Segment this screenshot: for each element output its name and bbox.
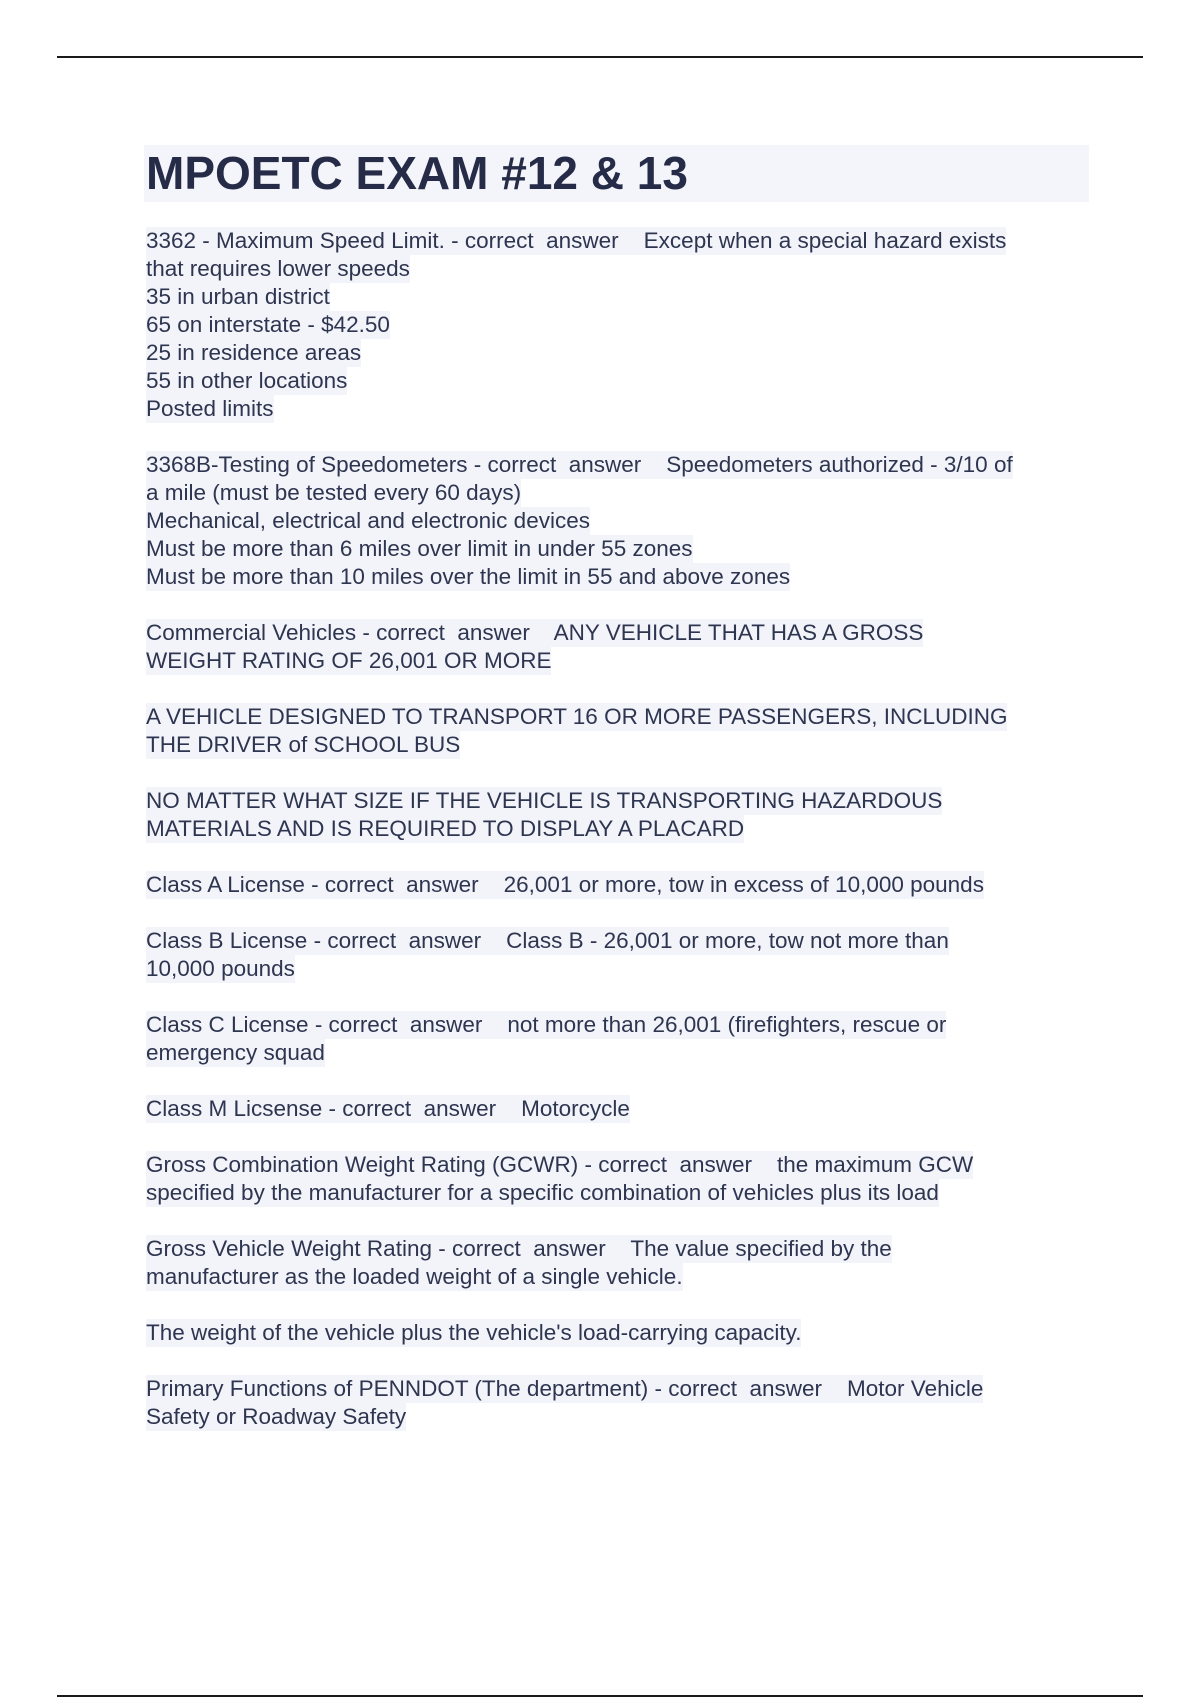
entry-line: manufacturer as the loaded weight of a single vehicle.	[146, 1264, 683, 1289]
entry-line: Class B License - correct answer Class B - 26,001 or more, tow not more than	[146, 928, 949, 953]
entry-line: Primary Functions of PENNDOT (The department) - correct answer Motor Vehicle	[146, 1376, 984, 1401]
entry-line: 3362 - Maximum Speed Limit. - correct answer Except when a special hazard exists	[146, 228, 1007, 253]
entry-gcwr	[146, 1151, 1096, 1207]
entry-line: 55 in other locations	[146, 368, 348, 393]
entry-line: A VEHICLE DESIGNED TO TRANSPORT 16 OR MORE PASSENGERS, INCLUDING	[146, 704, 1008, 729]
entry-line: Gross Combination Weight Rating (GCWR) - correct answer the maximum GCW	[146, 1152, 974, 1177]
bottom-rule	[57, 1695, 1143, 1697]
entry-line: a mile (must be tested every 60 days)	[146, 480, 522, 505]
entry-line: that requires lower speeds	[146, 256, 410, 281]
entry-line: Class C License - correct answer not more than 26,001 (firefighters, rescue or	[146, 1012, 947, 1037]
entry-line: emergency squad	[146, 1040, 325, 1065]
entry-line: Class M Licsense - correct answer Motorcycle	[146, 1096, 630, 1121]
document-body	[146, 227, 1096, 1459]
entry-commercial-vehicles	[146, 619, 1096, 675]
entry-vehicle-weight	[146, 1319, 1096, 1347]
entry-line: 3368B-Testing of Speedometers - correct answer Speedometers authorized - 3/10 of	[146, 452, 1013, 477]
entry-class-c-license	[146, 1011, 1096, 1067]
page-title: MPOETC EXAM #12 & 13	[146, 147, 688, 199]
entry-gvwr	[146, 1235, 1096, 1291]
entry-class-m-license	[146, 1095, 1096, 1123]
entry-passenger-vehicle	[146, 703, 1096, 759]
entry-line: Commercial Vehicles - correct answer ANY VEHICLE THAT HAS A GROSS	[146, 620, 924, 645]
entry-line: Must be more than 10 miles over the limit in 55 and above zones	[146, 564, 791, 589]
entry-line: NO MATTER WHAT SIZE IF THE VEHICLE IS TRANSPORTING HAZARDOUS	[146, 788, 943, 813]
entry-line: The weight of the vehicle plus the vehicle's load-carrying capacity.	[146, 1320, 802, 1345]
entry-line: Mechanical, electrical and electronic devices	[146, 508, 590, 533]
entry-line: Class A License - correct answer 26,001 or more, tow in excess of 10,000 pounds	[146, 872, 984, 897]
entry-testing-of-speedometers	[146, 451, 1096, 591]
entry-line: 10,000 pounds	[146, 956, 295, 981]
entry-class-b-license	[146, 927, 1096, 983]
entry-line: Posted limits	[146, 396, 274, 421]
entry-line: WEIGHT RATING OF 26,001 OR MORE	[146, 648, 552, 673]
entry-line: 25 in residence areas	[146, 340, 362, 365]
entry-line: THE DRIVER of SCHOOL BUS	[146, 732, 461, 757]
entry-penndot-functions	[146, 1375, 1096, 1431]
entry-line: 35 in urban district	[146, 284, 330, 309]
top-rule	[57, 56, 1143, 58]
entry-line: specified by the manufacturer for a specific combination of vehicles plus its load	[146, 1180, 939, 1205]
entry-hazardous-materials	[146, 787, 1096, 843]
entry-line: Must be more than 6 miles over limit in under 55 zones	[146, 536, 693, 561]
entry-class-a-license	[146, 871, 1096, 899]
entry-maximum-speed-limit	[146, 227, 1096, 423]
entry-line: MATERIALS AND IS REQUIRED TO DISPLAY A PLACARD	[146, 816, 745, 841]
entry-line: Gross Vehicle Weight Rating - correct answer The value specified by the	[146, 1236, 892, 1261]
entry-line: Safety or Roadway Safety	[146, 1404, 407, 1429]
entry-line: 65 on interstate - $42.50	[146, 312, 390, 337]
